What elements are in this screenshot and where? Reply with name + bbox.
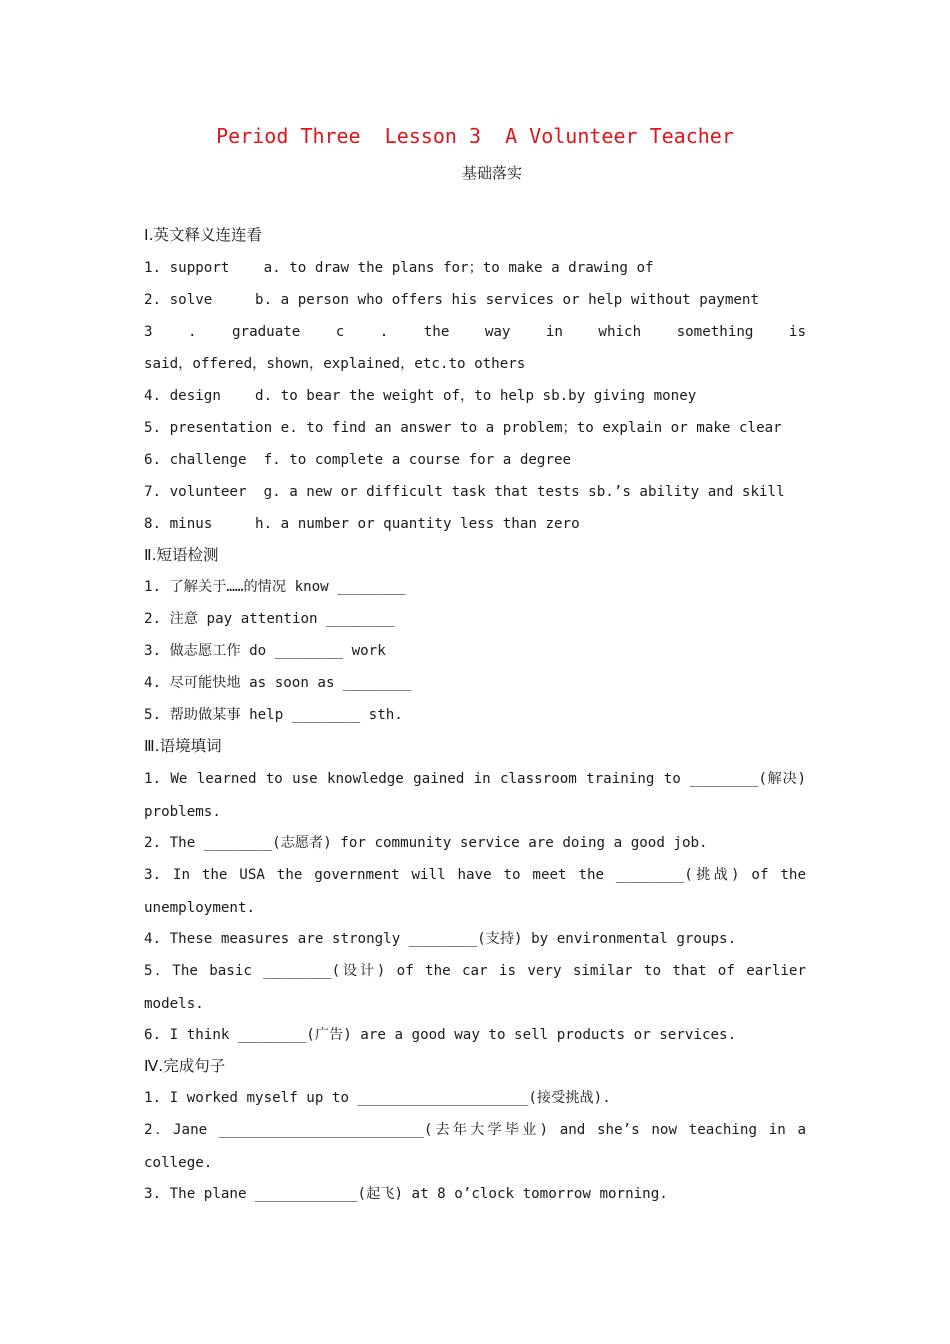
section-2-heading: Ⅱ.短语检测 [144,546,219,564]
list-item: 4. 尽可能快地 as soon as ________ [144,675,412,691]
list-item: unemployment. [144,900,256,916]
list-item: college. [144,1155,213,1171]
list-item: 3 . graduate c . the way in which something is [144,324,806,340]
list-item: 2. 注意 pay attention ________ [144,611,395,627]
list-item: 1. support a. to draw the plans for；to make a drawing of [144,260,654,276]
list-item: 6. I think ________(广告) are a good way to sell products or services. [144,1027,737,1043]
list-item: 5. 帮助做某事 help ________ sth. [144,707,403,723]
section-3-heading: Ⅲ.语境填词 [144,737,222,755]
list-item: 2．Jane ________________________(去年大学毕业) and she’s now teaching in a [144,1122,806,1138]
page-title: Period Three Lesson 3 A Volunteer Teacher [216,124,734,148]
page-subtitle: 基础落实 [461,164,522,182]
list-item: 1. I worked myself up to ____________________(接受挑战). [144,1090,611,1106]
list-item: 2. solve b. a person who offers his services or help without payment [144,292,759,308]
section-1-heading: Ⅰ.英文释义连连看 [144,226,262,244]
section-4-heading: Ⅳ.完成句子 [144,1057,226,1075]
list-item: models. [144,996,204,1012]
list-item: 3. In the USA the government will have to meet the ________(挑战) of the [144,867,806,883]
list-item: 4. These measures are strongly ________(支持) by environmental groups. [144,931,737,947]
list-item: 5. presentation e. to find an answer to a problem；to explain or make clear [144,420,782,436]
list-item: 2. The ________(志愿者) for community service are doing a good job. [144,835,708,851]
list-item: 1. 了解关于……的情况 know ________ [144,579,406,595]
list-item: 7. volunteer g. a new or difficult task that tests sb.’s ability and skill [144,484,785,500]
list-item: 6. challenge f. to complete a course for a degree [144,452,572,468]
list-item: 8. minus h. a number or quantity less than zero [144,516,580,532]
list-item: 5．The basic ________(设计) of the car is very similar to that of earlier [144,963,806,979]
list-item: 4. design d. to bear the weight of，to help sb.by giving money [144,388,697,404]
list-item: 3. 做志愿工作 do ________ work [144,643,386,659]
list-item: said，offered，shown，explained，etc.to others [144,356,526,372]
list-item: problems. [144,804,221,820]
list-item: 1. We learned to use knowledge gained in classroom training to ________(解决) [144,771,806,787]
list-item: 3. The plane ____________(起飞) at 8 o’clock tomorrow morning. [144,1186,668,1202]
